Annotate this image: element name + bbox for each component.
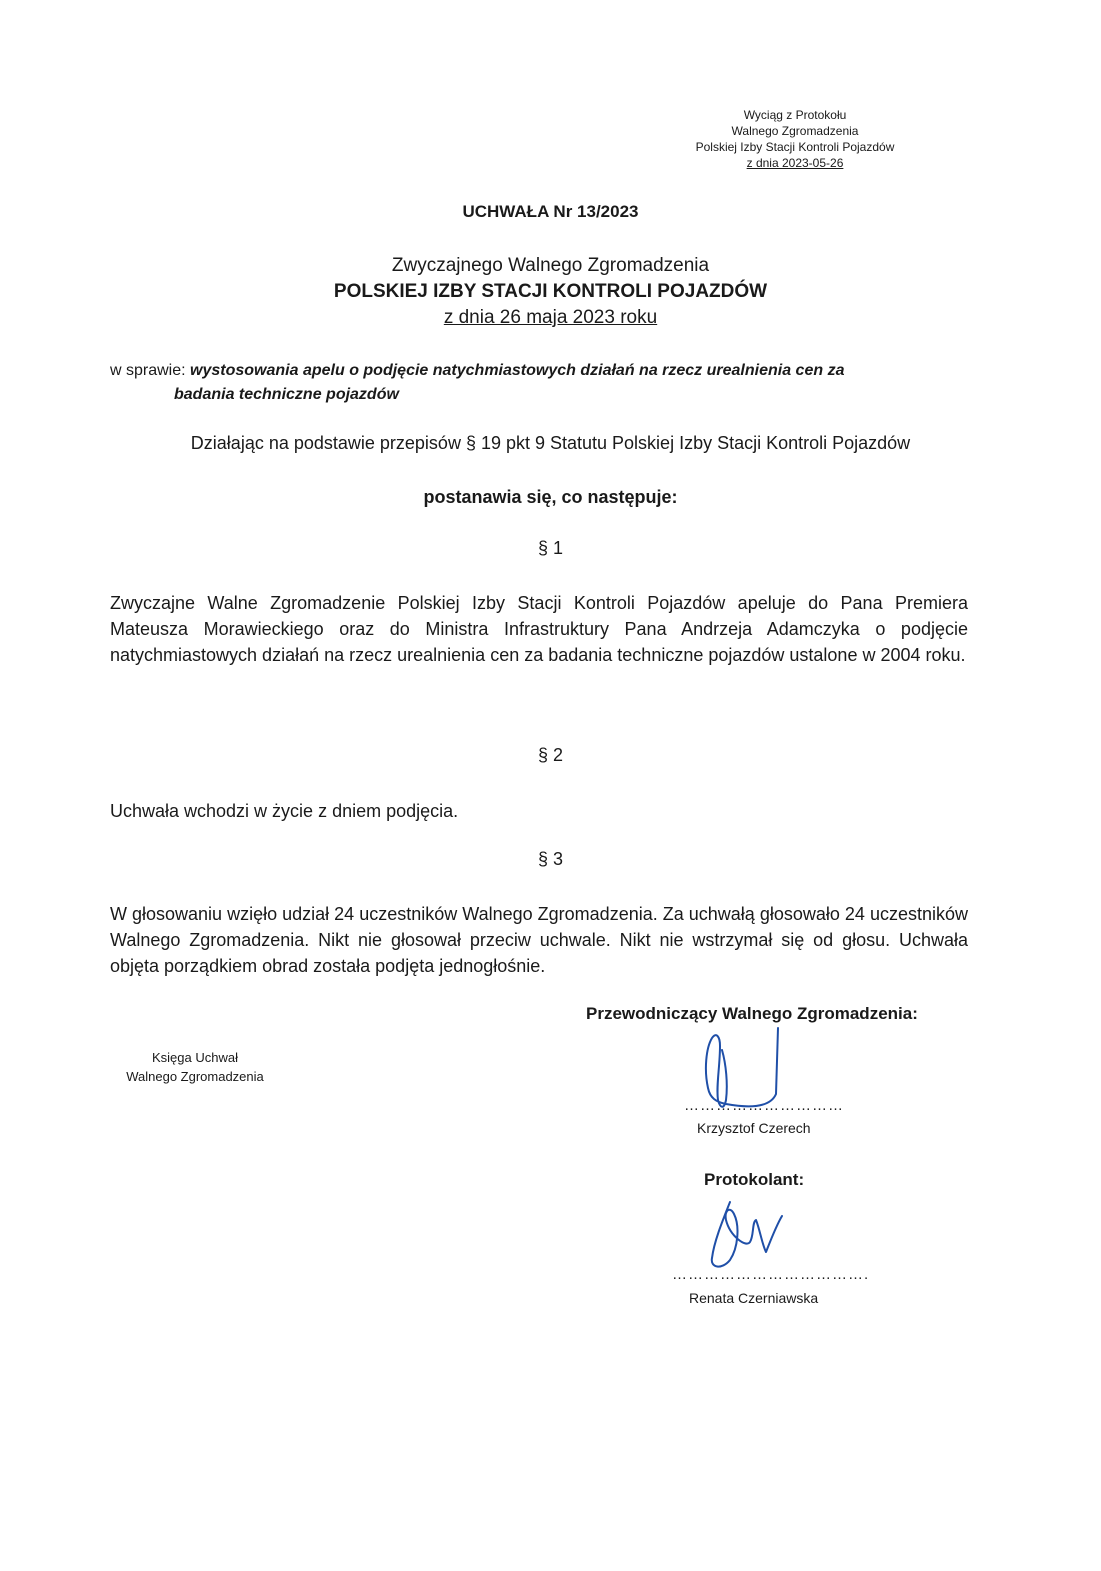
section-2-heading: § 2 [537, 745, 564, 765]
org-line-1: Zwyczajnego Walnego Zgromadzenia [391, 255, 710, 276]
section-1-heading: § 1 [537, 538, 564, 558]
stamp-line-3: Polskiej Izby Stacji Kontroli Pojazdów [695, 140, 895, 154]
book-line-1: Księga Uchwał [152, 1050, 238, 1065]
subject-prefix: w sprawie: [110, 362, 186, 379]
book-line-2: Walnego Zgromadzenia [126, 1069, 264, 1084]
org-line-2: POLSKIEJ IZBY STACJI KONTROLI POJAZDÓW [333, 281, 768, 302]
chair-name: Krzysztof Czerech [697, 1120, 811, 1136]
stamp-line-4: z dnia 2023-05-26 [746, 156, 844, 170]
stamp-line-1: Wyciąg z Protokołu [743, 108, 847, 122]
resolution-title: UCHWAŁA Nr 13/2023 [462, 202, 639, 221]
protocol-extract-stamp [650, 107, 940, 171]
subject-text-2: badania techniczne pojazdów [174, 386, 399, 403]
subject-block [110, 359, 990, 407]
section-3-heading: § 3 [537, 849, 564, 869]
chair-label: Przewodniczący Walnego Zgromadzenia: [586, 1004, 918, 1023]
decision-heading: postanawia się, co następuje: [423, 487, 678, 507]
recorder-signature [700, 1196, 800, 1276]
org-date: z dnia 26 maja 2023 roku [443, 307, 658, 328]
subject-text-1: wystosowania apelu o podjęcie natychmiastowych działań na rzecz urealnienia cen za [190, 362, 845, 379]
section-1-text: Zwyczajne Walne Zgromadzenie Polskiej Izby Stacji Kontroli Pojazdów apeluje do Pana Premiera Mateusza Morawieckiego oraz do Ministra Infrastruktury Pana Andrzeja Adamczyka o podjęcie natychmiastowych działań na rzecz urealnienia cen za badania techniczne pojazdów ustalone w 2004 roku. [110, 593, 968, 665]
stamp-line-2: Walnego Zgromadzenia [731, 124, 859, 138]
recorder-name: Renata Czerniawska [689, 1290, 819, 1306]
section-3-text: W głosowaniu wzięło udział 24 uczestników Walnego Zgromadzenia. Za uchwałą głosowało 24 uczestników Walnego Zgromadzenia. Nikt nie głosował przeciw uchwale. Nikt nie wstrzymał się od głosu. Uchwała objęta porządkiem obrad została podjęta jednogłośnie. [110, 904, 968, 976]
chair-signature-line: ………………………… [684, 1097, 844, 1114]
section-2-text: Uchwała wchodzi w życie z dniem podjęcia. [110, 801, 459, 821]
recorder-signature-line: ………………………………. [672, 1266, 870, 1283]
recorder-label: Protokolant: [704, 1170, 805, 1189]
resolution-book-note [110, 1048, 280, 1086]
legal-basis: Działając na podstawie przepisów § 19 pkt 9 Statutu Polskiej Izby Stacji Kontroli Pojazdów [190, 433, 911, 453]
